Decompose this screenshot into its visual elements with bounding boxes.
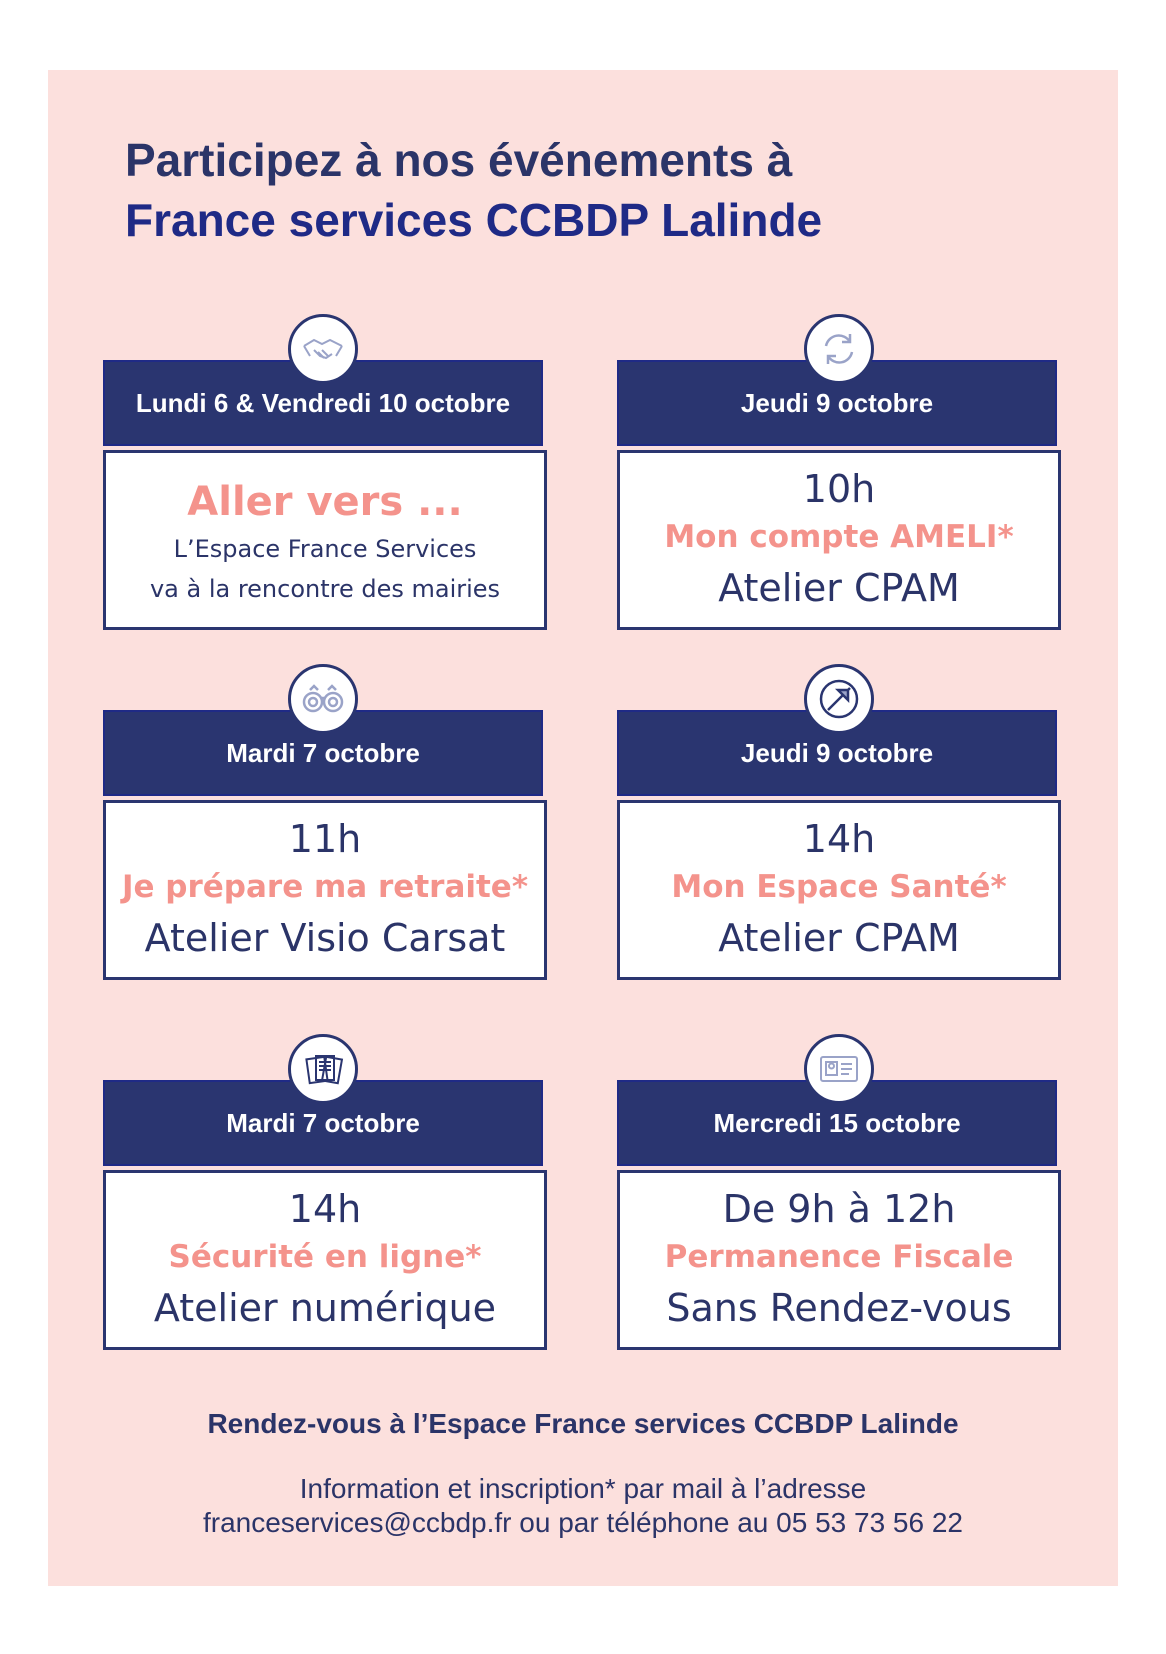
event-time: De 9h à 12h	[722, 1187, 956, 1231]
event-time: 10h	[802, 467, 876, 511]
compass-icon	[804, 664, 874, 734]
page-title	[125, 130, 1025, 250]
event-atelier: Atelier CPAM	[718, 566, 960, 610]
event-date: Jeudi 9 octobre	[617, 710, 1057, 796]
event-topic: Mon compte AMELI*	[664, 519, 1014, 555]
refresh-icon	[804, 314, 874, 384]
footer-contact-line: franceservices@ccbdp.fr ou par téléphone au 05 53 73 56 22	[202, 1507, 964, 1538]
event-body	[103, 450, 547, 630]
id-card-icon	[804, 1034, 874, 1104]
title-line-2: France services CCBDP Lalinde	[125, 194, 823, 246]
event-date: Lundi 6 & Vendredi 10 octobre	[103, 360, 543, 446]
event-date: Mardi 7 octobre	[103, 710, 543, 796]
event-topic: Je prépare ma retraite*	[121, 869, 529, 905]
binoculars-icon	[288, 664, 358, 734]
event-time: 11h	[288, 817, 362, 861]
event-atelier: Sans Rendez-vous	[666, 1286, 1012, 1330]
event-atelier: Atelier numérique	[153, 1286, 497, 1330]
event-headline: Aller vers ...	[187, 479, 463, 525]
footer-contact	[48, 1472, 1118, 1540]
event-date: Jeudi 9 octobre	[617, 360, 1057, 446]
event-atelier: Atelier CPAM	[718, 916, 960, 960]
title-line-1: Participez à nos événements à	[125, 134, 793, 186]
event-date: Mardi 7 octobre	[103, 1080, 543, 1166]
event-topic: Permanence Fiscale	[664, 1239, 1014, 1275]
event-subtitle-2: va à la rencontre des mairies	[149, 575, 501, 603]
footer-rendezvous: Rendez-vous à l’Espace France services CCBDP Lalinde	[207, 1408, 959, 1439]
event-body	[617, 450, 1061, 630]
event-topic: Sécurité en ligne*	[168, 1239, 482, 1275]
event-topic: Mon Espace Santé*	[671, 869, 1007, 905]
event-date: Mercredi 15 octobre	[617, 1080, 1057, 1166]
event-atelier: Atelier Visio Carsat	[144, 916, 506, 960]
event-time: 14h	[802, 817, 876, 861]
handshake-icon	[288, 314, 358, 384]
event-body	[617, 1170, 1061, 1350]
event-time: 14h	[288, 1187, 362, 1231]
event-body	[103, 800, 547, 980]
event-body	[103, 1170, 547, 1350]
footer-info-line: Information et inscription* par mail à l’adresse	[299, 1473, 867, 1504]
documents-icon	[288, 1034, 358, 1104]
event-body	[617, 800, 1061, 980]
event-subtitle-1: L’Espace France Services	[173, 535, 477, 563]
